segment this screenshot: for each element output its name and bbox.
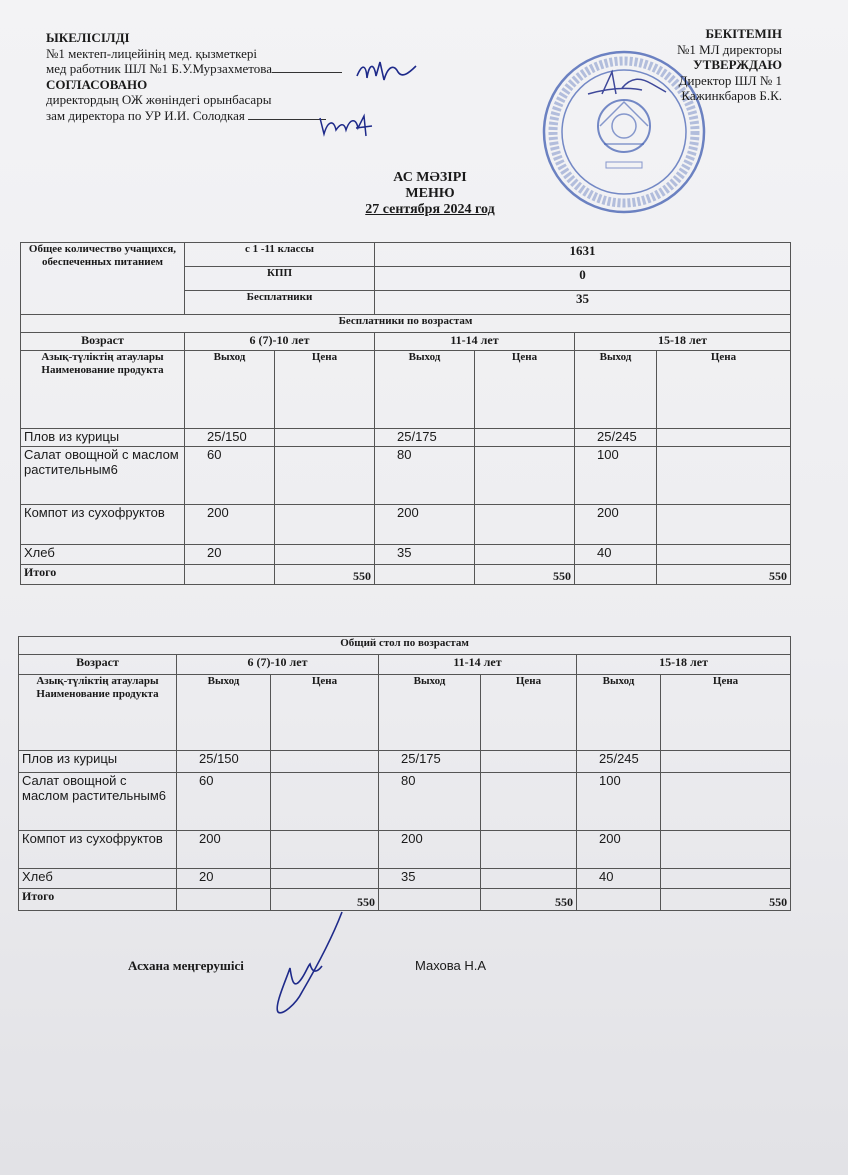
total-value: 550 — [275, 565, 375, 585]
column-header-row — [21, 351, 791, 429]
col-price: Цена — [475, 351, 575, 429]
output-value: 200 — [177, 831, 271, 869]
table-row — [21, 545, 791, 565]
col-price: Цена — [657, 351, 791, 429]
product-name: Плов из курицы — [19, 751, 177, 773]
director-kz: №1 МЛ директоры — [676, 41, 782, 57]
age-group: 11-14 лет — [379, 655, 577, 675]
age-label: Возраст — [21, 333, 185, 351]
medical-worker-kz: №1 мектеп-лицейінің мед. қызметкері — [46, 45, 258, 61]
deputy-director-ru: зам директора по УР И.И. Солодкая — [46, 108, 342, 124]
product-name: Компот из сухофруктов — [19, 831, 177, 869]
page-title: АС МӘЗІРІ МЕНЮ 27 сентября 2024 год — [330, 170, 530, 218]
summary-grades-value: 1631 — [375, 243, 791, 267]
table-row — [19, 773, 791, 831]
table-row — [19, 831, 791, 869]
output-value: 60 — [177, 773, 271, 831]
deputy-director-kz: директордың ОЖ жөніндегі орынбасары — [46, 92, 272, 107]
output-value: 40 — [575, 545, 657, 565]
canteen-manager-label: Асхана меңгерушісі — [128, 958, 244, 973]
output-value: 200 — [379, 831, 481, 869]
summary-row — [21, 243, 791, 267]
output-value: 25/175 — [375, 429, 475, 447]
summary-kpp-value: 0 — [375, 267, 791, 291]
approval-block-left — [46, 30, 342, 123]
product-name: Плов из курицы — [21, 429, 185, 447]
total-value: 550 — [657, 565, 791, 585]
summary-kpp-label: КПП — [185, 267, 375, 291]
col-price: Цена — [271, 675, 379, 751]
age-row — [21, 333, 791, 351]
age-label: Возраст — [19, 655, 177, 675]
col-output: Выход — [577, 675, 661, 751]
output-value: 40 — [577, 869, 661, 889]
output-value: 100 — [577, 773, 661, 831]
general-table — [18, 636, 791, 911]
age-group: 6 (7)-10 лет — [177, 655, 379, 675]
total-row — [19, 889, 791, 911]
age-row — [19, 655, 791, 675]
output-value: 80 — [379, 773, 481, 831]
col-output: Выход — [375, 351, 475, 429]
agreed-ru-label: СОГЛАСОВАНО — [46, 76, 148, 92]
col-output: Выход — [379, 675, 481, 751]
product-name: Салат овощной с маслом растительным6 — [21, 447, 185, 505]
free-meals-table — [20, 242, 791, 585]
output-value: 35 — [379, 869, 481, 889]
col-price: Цена — [481, 675, 577, 751]
medical-worker-ru: мед работник ШЛ №1 Б.У.Мурзахметова — [46, 61, 342, 77]
output-value: 25/245 — [577, 751, 661, 773]
total-label: Итого — [19, 889, 177, 911]
age-group: 15-18 лет — [577, 655, 791, 675]
approve-ru-label: УТВЕРЖДАЮ — [693, 57, 782, 72]
table-row — [19, 869, 791, 889]
output-value: 80 — [375, 447, 475, 505]
total-value: 550 — [481, 889, 577, 911]
output-value: 25/245 — [575, 429, 657, 447]
table-row — [21, 505, 791, 545]
summary-free-label: Бесплатники — [185, 291, 375, 315]
table-row — [19, 751, 791, 773]
output-value: 25/150 — [185, 429, 275, 447]
table-row — [21, 447, 791, 505]
col-output: Выход — [177, 675, 271, 751]
approve-kz-label: БЕКІТЕМІН — [705, 26, 782, 41]
canteen-manager-name: Махова Н.А — [415, 958, 487, 973]
output-value: 200 — [575, 505, 657, 545]
section-title: Общий стол по возрастам — [19, 637, 791, 655]
output-value: 200 — [577, 831, 661, 869]
agreed-kz-label: ЫКЕЛІСІЛДІ — [46, 30, 130, 45]
product-name: Салат овощной с маслом растительным6 — [19, 773, 177, 831]
column-header-row — [19, 675, 791, 751]
summary-grades-label: с 1 -11 классы — [185, 243, 375, 267]
signature-director — [582, 64, 672, 104]
signature-canteen-manager — [272, 908, 352, 1020]
output-value: 35 — [375, 545, 475, 565]
output-value: 60 — [185, 447, 275, 505]
table-row — [21, 429, 791, 447]
summary-label: Общее количество учащихся, обеспеченных питанием — [21, 243, 185, 315]
section-title: Бесплатники по возрастам — [21, 315, 791, 333]
col-output: Выход — [185, 351, 275, 429]
age-group: 6 (7)-10 лет — [185, 333, 375, 351]
director-name: Кажинкбаров Б.К. — [681, 88, 782, 103]
output-value: 20 — [185, 545, 275, 565]
total-row — [21, 565, 791, 585]
total-value: 550 — [661, 889, 791, 911]
signature-medical — [352, 56, 422, 88]
col-output: Выход — [575, 351, 657, 429]
product-header: Азық-түліктің атаулары Наименование продукта — [21, 351, 185, 429]
output-value: 25/175 — [379, 751, 481, 773]
col-price: Цена — [661, 675, 791, 751]
output-value: 200 — [375, 505, 475, 545]
total-value: 550 — [271, 889, 379, 911]
output-value: 20 — [177, 869, 271, 889]
approval-block-right — [677, 26, 782, 104]
total-value: 550 — [475, 565, 575, 585]
menu-date: 27 сентября 2024 год — [365, 202, 495, 217]
output-value: 200 — [185, 505, 275, 545]
product-name: Компот из сухофруктов — [21, 505, 185, 545]
age-group: 11-14 лет — [375, 333, 575, 351]
product-name: Хлеб — [21, 545, 185, 565]
output-value: 25/150 — [177, 751, 271, 773]
summary-free-value: 35 — [375, 291, 791, 315]
col-price: Цена — [275, 351, 375, 429]
output-value: 100 — [575, 447, 657, 505]
director-ru: Директор ШЛ № 1 — [678, 72, 782, 88]
signature-deputy — [316, 110, 376, 140]
product-header: Азық-түліктің атаулары Наименование продукта — [19, 675, 177, 751]
age-group: 15-18 лет — [575, 333, 791, 351]
total-label: Итого — [21, 565, 185, 585]
product-name: Хлеб — [19, 869, 177, 889]
